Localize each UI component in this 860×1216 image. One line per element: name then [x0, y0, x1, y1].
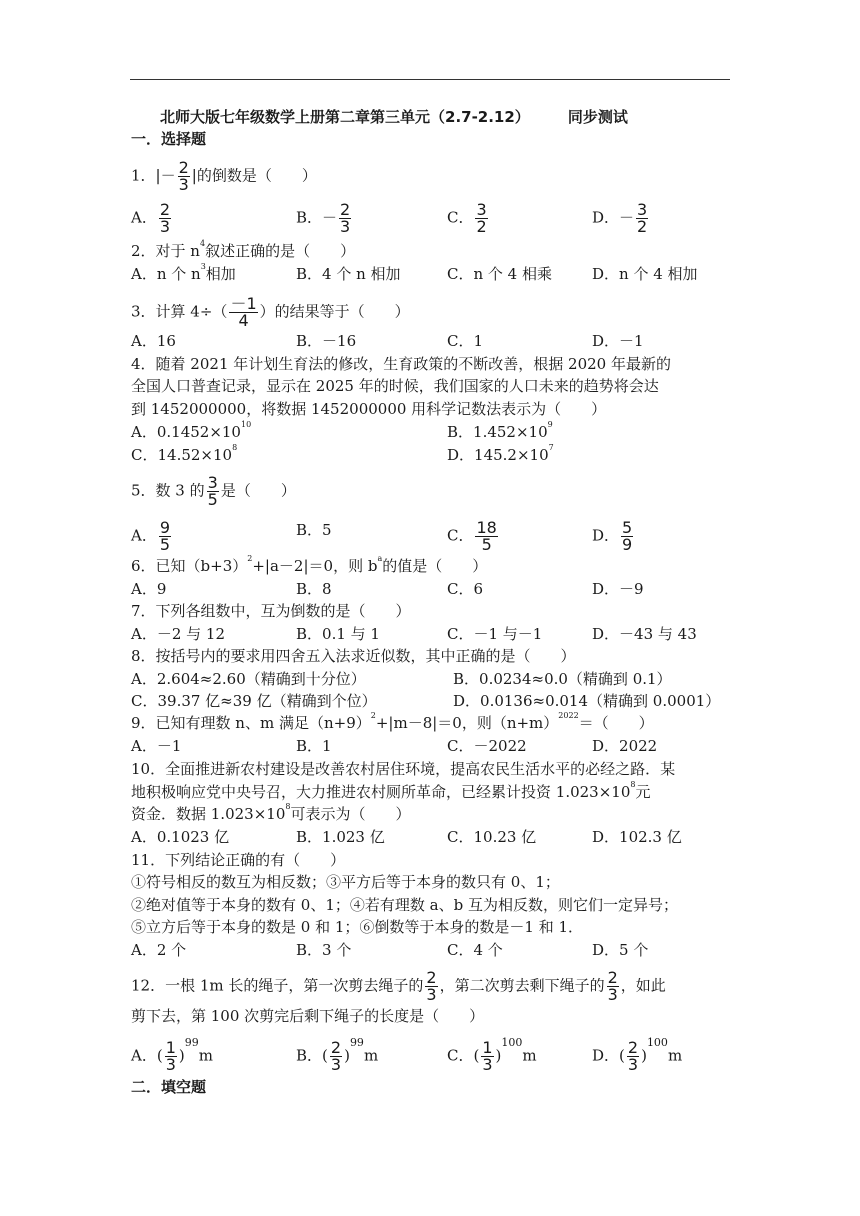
- option-label: A．: [131, 526, 157, 545]
- q12-option-b[interactable]: [296, 1036, 379, 1074]
- q4-line-3: 到 1452000000，将数据 1452000000 用科学记数法表示为（ ）: [131, 400, 607, 418]
- q7-option-c[interactable]: C．－1 与－1: [447, 625, 543, 643]
- option-fraction: [481, 1040, 493, 1073]
- option-fraction: [475, 520, 497, 553]
- q9-text-post: ＝（ ）: [578, 714, 654, 732]
- numerator: 1: [165, 1038, 176, 1057]
- q10-l2-exponent: 8: [630, 780, 636, 789]
- q6-exponent: 2: [247, 554, 253, 563]
- q6-option-b[interactable]: B．8: [296, 580, 332, 598]
- q9-option-a[interactable]: A．－1: [131, 737, 182, 755]
- q12-option-d[interactable]: [592, 1036, 683, 1074]
- question-6: [131, 556, 487, 576]
- option-fraction: [339, 202, 351, 235]
- q10-l3-text-post: 可表示为（ ）: [290, 805, 411, 823]
- q4-option-a[interactable]: [131, 422, 251, 442]
- q10-line-1: 10．全面推进新农村建设是改善农村居住环境，提高农民生活水平的必经之路．某: [131, 760, 676, 778]
- title-main: 北师大版七年级数学上册第二章第三单元（2.7-2.12）: [160, 108, 530, 126]
- q11-statement-2: ②绝对值等于本身的数有 0、1；④若有理数 a、b 互为相反数，则它们一定异号；: [131, 896, 678, 914]
- q6-option-a[interactable]: A．9: [131, 580, 167, 598]
- option-text: D．145.2×10: [447, 446, 549, 464]
- q6-exponent-2: a: [377, 554, 383, 563]
- q7-option-d[interactable]: D．－43 与 43: [592, 625, 697, 643]
- denominator: 5: [207, 490, 218, 509]
- option-label: B．(: [296, 1046, 328, 1065]
- q8-option-d[interactable]: D．0.0136≈0.014（精确到 0.0001）: [453, 692, 721, 710]
- q5-option-b[interactable]: B．5: [296, 521, 332, 539]
- q11-option-c[interactable]: C．4 个: [447, 941, 503, 959]
- q11-statement-1: ①符号相反的数互为相反数；③平方后等于本身的数只有 0、1；: [131, 873, 560, 891]
- page-title: [160, 106, 628, 127]
- q3-option-b[interactable]: B．－16: [296, 332, 357, 350]
- option-unit: m: [363, 1046, 379, 1065]
- q11-option-d[interactable]: D．5 个: [592, 941, 649, 959]
- q8-option-b[interactable]: B．0.0234≈0.0（精确到 0.1）: [453, 670, 672, 688]
- option-exponent: 99: [184, 1036, 199, 1049]
- option-fraction: [636, 202, 648, 235]
- q1-option-d[interactable]: [592, 202, 650, 235]
- q1-text: 的倒数是（ ）: [196, 166, 317, 185]
- q1-fraction: [178, 160, 190, 193]
- q9-option-d[interactable]: D．2022: [592, 737, 658, 755]
- q9-option-c[interactable]: C．－2022: [447, 737, 527, 755]
- numerator: 2: [330, 1038, 342, 1057]
- q6-text-pre: 6．已知（b+3）: [131, 557, 248, 575]
- q1-option-c[interactable]: [447, 202, 490, 235]
- q5-option-c[interactable]: [447, 520, 500, 553]
- q10-option-b[interactable]: B．1.023 亿: [296, 828, 385, 846]
- q3-fraction: [229, 296, 257, 329]
- option-fraction: [330, 1040, 342, 1073]
- q6-option-c[interactable]: C．6: [447, 580, 484, 598]
- q2-option-b[interactable]: B．4 个 n 相加: [296, 265, 401, 283]
- option-fraction: [165, 1040, 177, 1073]
- denominator: 3: [340, 217, 351, 236]
- option-label: D．: [592, 526, 620, 545]
- numerator: 18: [476, 518, 497, 537]
- q3-option-a[interactable]: A．16: [131, 332, 176, 350]
- q3-option-c[interactable]: C．1: [447, 332, 484, 350]
- q4-option-c[interactable]: [131, 445, 237, 465]
- option-label: C．: [447, 526, 474, 545]
- q10-line-3: [131, 804, 410, 824]
- denominator: 3: [627, 1055, 639, 1074]
- question-2: [131, 241, 355, 261]
- option-fraction: [621, 520, 633, 553]
- q10-option-a[interactable]: A．0.1023 亿: [131, 828, 230, 846]
- option-text: A．0.1452×10: [131, 423, 241, 441]
- q10-l2-text: 地积极响应党中央号召，大力推进农村厕所革命，已经累计投资 1.023×10: [131, 783, 631, 801]
- option-close-paren: ): [641, 1046, 647, 1065]
- option-text: A．n 个 n: [131, 265, 201, 283]
- q1-abs-close: |: [191, 166, 197, 185]
- option-close-paren: ): [178, 1046, 185, 1065]
- q11-statement-3: ⑤立方后等于本身的数是 0 和 1；⑥倒数等于本身的数是－1 和 1．: [131, 918, 584, 936]
- q4-line-2: 全国人口普查记录，显示在 2025 年的时候，我们国家的人口未来的趋势将会达: [131, 377, 659, 395]
- option-label: A．(: [131, 1046, 163, 1065]
- option-exponent: 100: [501, 1036, 523, 1049]
- q8-option-c[interactable]: C．39.37 亿≈39 亿（精确到个位）: [131, 692, 377, 710]
- option-exponent: 3: [200, 262, 206, 271]
- numerator: －1: [230, 294, 257, 313]
- q5-option-a[interactable]: [131, 520, 173, 553]
- question-7: 7．下列各组数中，互为倒数的是（ ）: [131, 602, 411, 620]
- numerator: 3: [637, 200, 648, 219]
- option-text: B．1.452×10: [447, 423, 548, 441]
- q10-l3-exponent: 8: [285, 802, 291, 811]
- option-exponent: 9: [547, 420, 553, 429]
- option-unit: m: [667, 1046, 683, 1065]
- option-label: B．－: [296, 208, 338, 227]
- question-11: 11．下列结论正确的有（ ）: [131, 851, 346, 869]
- q12-fraction-2: [607, 970, 619, 1003]
- q12-fraction-1: [425, 970, 437, 1003]
- q9-option-b[interactable]: B．1: [296, 737, 332, 755]
- option-exponent: 100: [646, 1036, 668, 1049]
- q12-line-2: 剪下去，第 100 次剪完后剩下绳子的长度是（ ）: [131, 1007, 485, 1025]
- option-close-paren: ): [495, 1046, 502, 1065]
- q11-option-a[interactable]: A．2 个: [131, 941, 187, 959]
- q9-exponent: 2: [370, 711, 376, 720]
- question-3: [131, 296, 410, 329]
- q11-option-b[interactable]: B．3 个: [296, 941, 352, 959]
- q10-option-d[interactable]: D．102.3 亿: [592, 828, 682, 846]
- denominator: 2: [476, 217, 487, 236]
- q3-text-pre: 3．计算 4÷（: [131, 302, 228, 321]
- option-fraction: [159, 520, 171, 553]
- question-5: [131, 475, 296, 508]
- q10-l2-text-post: 元: [635, 783, 651, 801]
- q3-option-d[interactable]: D．－1: [592, 332, 644, 350]
- q1-number: 1．: [131, 166, 156, 185]
- q3-text-post: ）的结果等于（ ）: [259, 302, 410, 321]
- option-unit: m: [522, 1046, 537, 1065]
- q4-line-1: 4．随着 2021 年计划生育法的修改，生育政策的不断改善，根据 2020 年最新的: [131, 355, 671, 373]
- option-fraction: [159, 202, 171, 235]
- q10-option-c[interactable]: C．10.23 亿: [447, 828, 537, 846]
- option-text-post: 相加: [205, 265, 236, 283]
- q6-option-d[interactable]: D．－9: [592, 580, 644, 598]
- option-close-paren: ): [344, 1046, 350, 1065]
- q9-text-pre: 9．已知有理数 n、m 满足（n+9）: [131, 714, 371, 732]
- numerator: 2: [178, 158, 189, 177]
- numerator: 3: [476, 200, 487, 219]
- q9-text-mid: +|m－8|＝0，则（n+m）: [375, 714, 559, 732]
- q5-fraction: [207, 475, 219, 508]
- q2-option-d[interactable]: D．n 个 4 相加: [592, 265, 698, 283]
- q4-option-d[interactable]: [447, 445, 554, 465]
- q5-option-d[interactable]: [592, 520, 635, 553]
- q2-option-a[interactable]: [131, 264, 236, 284]
- q4-option-b[interactable]: [447, 422, 553, 442]
- q12-option-a[interactable]: [131, 1036, 213, 1074]
- q9-exponent-2: 2022: [558, 711, 579, 720]
- option-exponent: 7: [548, 443, 554, 452]
- question-12: [131, 970, 666, 1003]
- numerator: 2: [159, 200, 171, 219]
- title-sub: 同步测试: [567, 108, 628, 126]
- q12-text-mid: ，第二次剪去剩下绳子的: [439, 976, 605, 995]
- q5-text-pre: 5．数 3 的: [131, 481, 205, 500]
- q8-option-a[interactable]: A．2.604≈2.60（精确到十分位）: [131, 670, 366, 688]
- denominator: 3: [607, 985, 618, 1004]
- q12-text-pre: 12．一根 1m 长的绳子，第一次剪去绳子的: [131, 976, 424, 995]
- q1-abs-open: |－: [155, 166, 176, 185]
- denominator: 5: [159, 535, 171, 554]
- q6-text-mid: +|a－2|＝0，则 b: [252, 557, 378, 575]
- option-exponent: 10: [240, 420, 252, 429]
- numerator: 2: [627, 1038, 639, 1057]
- option-label: A．: [131, 208, 157, 227]
- q7-option-b[interactable]: B．0.1 与 1: [296, 625, 380, 643]
- numerator: 3: [207, 473, 218, 492]
- option-fraction: [627, 1040, 639, 1073]
- option-text: C．14.52×10: [131, 446, 233, 464]
- q1-option-b[interactable]: [296, 202, 353, 235]
- q12-option-c[interactable]: [447, 1036, 537, 1074]
- header-rule: [130, 79, 730, 80]
- numerator: 5: [622, 518, 633, 537]
- denominator: 9: [622, 535, 633, 554]
- q6-text-post: 的值是（ ）: [382, 557, 488, 575]
- option-label: C．: [447, 208, 474, 227]
- numerator: 9: [159, 518, 171, 537]
- denominator: 3: [482, 1055, 493, 1074]
- option-exponent: 8: [232, 443, 238, 452]
- denominator: 2: [637, 217, 648, 236]
- q2-text-pre: 2．对于 n: [131, 242, 200, 260]
- option-label: D．－: [592, 208, 635, 227]
- q10-line-2: [131, 782, 650, 802]
- section-choice: 一．选择题: [131, 130, 207, 148]
- numerator: 2: [426, 968, 437, 987]
- q2-text-post: 叙述正确的是（ ）: [205, 242, 356, 260]
- option-unit: m: [198, 1046, 213, 1065]
- numerator: 1: [482, 1038, 493, 1057]
- denominator: 5: [481, 535, 492, 554]
- question-8: 8．按括号内的要求用四舍五入法求近似数，其中正确的是（ ）: [131, 647, 576, 665]
- option-fraction: [475, 202, 487, 235]
- q5-text-post: 是（ ）: [220, 481, 296, 500]
- option-label: D．(: [592, 1046, 625, 1065]
- numerator: 2: [340, 200, 351, 219]
- q12-text-post: ，如此: [620, 976, 666, 995]
- q1-option-a[interactable]: [131, 202, 173, 235]
- denominator: 3: [165, 1055, 176, 1074]
- q10-l3-text: 资金．数据 1.023×10: [131, 805, 286, 823]
- question-9: [131, 713, 654, 733]
- q2-exponent: 4: [199, 239, 206, 248]
- denominator: 3: [178, 175, 189, 194]
- option-exponent: 99: [349, 1036, 364, 1049]
- numerator: 2: [607, 968, 618, 987]
- denominator: 3: [426, 985, 437, 1004]
- option-label: C．(: [447, 1046, 480, 1065]
- denominator: 3: [330, 1055, 342, 1074]
- denominator: 3: [159, 217, 171, 236]
- section-fill-in: 二．填空题: [131, 1078, 207, 1096]
- q7-option-a[interactable]: A．－2 与 12: [131, 625, 225, 643]
- q2-option-c[interactable]: C．n 个 4 相乘: [447, 265, 552, 283]
- denominator: 4: [238, 311, 249, 330]
- question-1: [131, 160, 317, 193]
